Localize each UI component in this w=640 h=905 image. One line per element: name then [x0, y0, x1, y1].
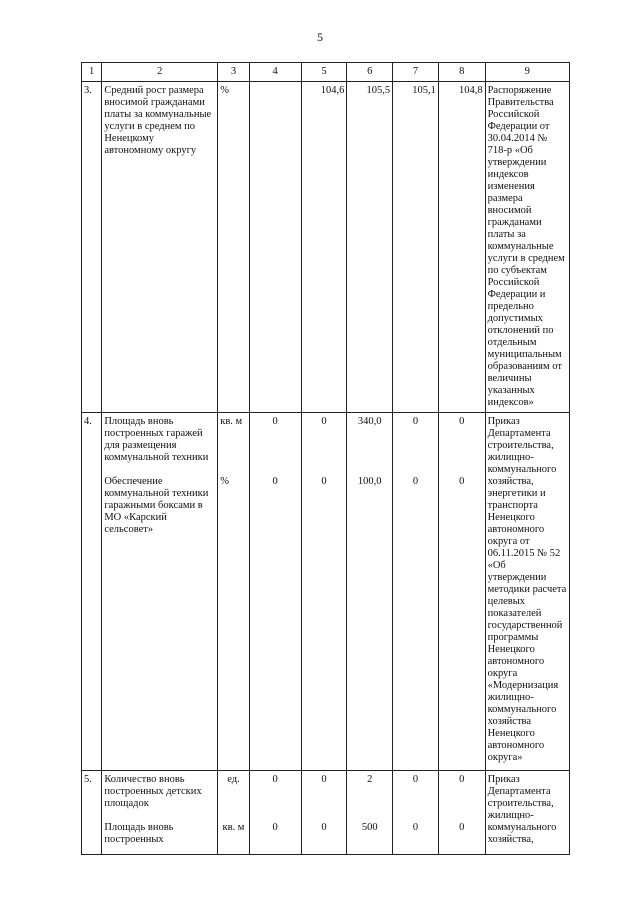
column-number-row [82, 63, 570, 82]
column-number: 5 [301, 63, 347, 82]
value: 500 [361, 822, 378, 833]
value: 0 [412, 416, 419, 427]
value: 0 [412, 822, 419, 833]
indicator-units [218, 413, 250, 771]
value: 0 [321, 476, 327, 487]
value: 0 [459, 476, 465, 487]
value: 2 [367, 774, 373, 785]
value: 0 [321, 822, 327, 833]
values-col4 [249, 413, 301, 771]
value: 0 [459, 416, 465, 427]
value: 0 [412, 476, 419, 487]
value: 0 [321, 416, 327, 427]
column-number: 8 [438, 63, 485, 82]
values-col5 [301, 771, 347, 855]
value: 340,0 [357, 416, 382, 427]
indicator-name: Площадь вновь построенных [104, 822, 174, 845]
values-col4 [249, 771, 301, 855]
indicator-unit: % [218, 82, 250, 413]
values-col8 [438, 771, 485, 855]
column-number: 4 [249, 63, 301, 82]
column-number: 3 [218, 63, 250, 82]
row-number: 5. [82, 771, 102, 855]
indicator-unit: % [220, 476, 229, 487]
values-col8 [438, 413, 485, 771]
values-col7 [393, 771, 439, 855]
column-number: 7 [393, 63, 439, 82]
value: 0 [459, 774, 465, 785]
table-row [82, 82, 570, 413]
indicators-table [81, 62, 570, 855]
legal-basis: Распоряжение Правительства Российской Федерации от 30.04.2014 № 718-р «Об утверждении индексов изменения размера вносимой гражданами платы за коммунальные услуги в среднем по субъектам Российской Федерации и предельно допустимых отклонений по отдельным муниципальным образованиям от величины указанных индексов» [485, 82, 569, 413]
indicator-name: Площадь вновь построенных гаражей для размещения коммунальной техники [104, 416, 209, 463]
page-number: 5 [317, 30, 323, 44]
value: 0 [272, 476, 278, 487]
value: 0 [272, 416, 278, 427]
row-number: 4. [82, 413, 102, 771]
value-col4 [249, 82, 301, 413]
row-number: 3. [82, 82, 102, 413]
table-row [82, 771, 570, 855]
indicator-unit: ед. [227, 774, 240, 785]
indicator-name: Средний рост размера вносимой гражданами платы за коммунальные услуги в среднем по Ненецкому автономному округу [102, 82, 218, 413]
value: 0 [272, 822, 278, 833]
value-col5: 104,6 [301, 82, 347, 413]
indicator-name: Количество вновь построенных детских площадок [104, 774, 202, 809]
value: 0 [412, 774, 419, 785]
value-col7: 105,1 [393, 82, 439, 413]
table-row [82, 413, 570, 771]
value: 100,0 [357, 476, 382, 487]
indicator-names [102, 771, 218, 855]
column-number: 9 [485, 63, 569, 82]
value-col8: 104,8 [438, 82, 485, 413]
values-col6 [347, 413, 393, 771]
indicator-units [218, 771, 250, 855]
indicator-name: Обеспечение коммунальной техники гаражными боксами в МО «Карский сельсовет» [104, 476, 209, 535]
value: 0 [321, 774, 327, 785]
indicator-names [102, 413, 218, 771]
indicator-unit: кв. м [222, 822, 245, 833]
legal-basis: Приказ Департамента строительства, жилищно-коммунального хозяйства, [485, 771, 569, 855]
values-col5 [301, 413, 347, 771]
column-number: 1 [82, 63, 102, 82]
legal-basis: Приказ Департамента строительства, жилищно-коммунального хозяйства, энергетики и транспорта Ненецкого автономного округа от 06.11.2015 № 52 «Об утверждении методики расчета целевых показателей государственной программы Ненецкого автономного округа «Модернизация жилищно-коммунального хозяйства Ненецкого автономного округа» [485, 413, 569, 771]
value-col6: 105,5 [347, 82, 393, 413]
column-number: 2 [102, 63, 218, 82]
indicator-unit: кв. м [220, 416, 243, 427]
value: 0 [459, 822, 465, 833]
column-number: 6 [347, 63, 393, 82]
value: 0 [272, 774, 278, 785]
values-col6 [347, 771, 393, 855]
values-col7 [393, 413, 439, 771]
